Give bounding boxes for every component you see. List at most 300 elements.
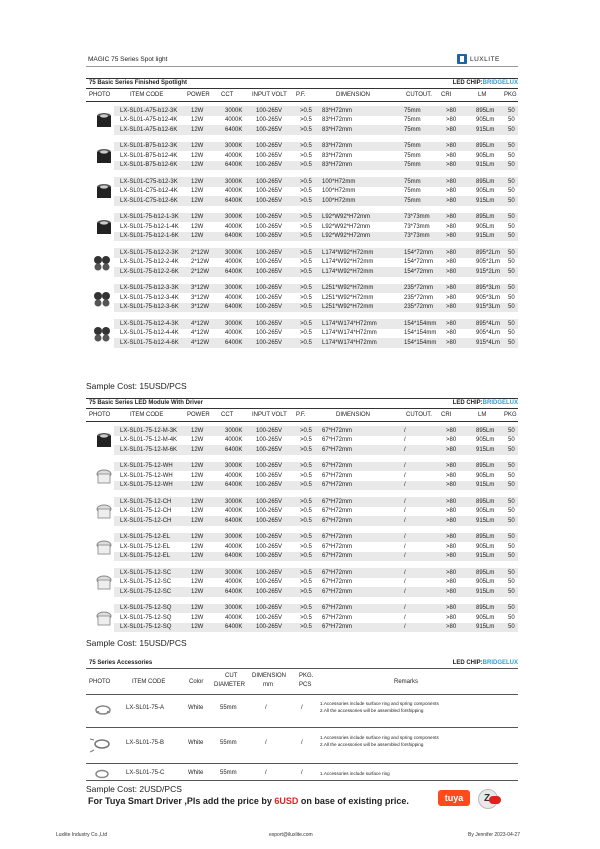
table-cell: 100-265V [256,437,283,443]
table-cell: 4000K [225,508,243,514]
table-cell: 83*H72mm [322,126,353,133]
table-cell: 3*12W [191,285,210,291]
item-code: LX-SL01-75-B [126,740,165,746]
table-cell: 12W [191,482,204,488]
product-photo-icon [92,430,116,450]
column-header-pkg: PKG [504,412,517,418]
table-cell: >0.5 [300,553,312,559]
table-cell: 100-265V [256,223,283,230]
table-cell: LX-SL01-75-12-CH [120,498,172,505]
table-cell: 50 [508,605,515,611]
table-cell: 3000K [225,249,243,256]
table-cell: 3000K [225,569,243,576]
column-header-pkg: PKG [504,92,517,98]
table-cell: LX-SL01-B75-b12-6K [120,162,178,168]
table-cell: LX-SL01-75-b12-2-4K [120,259,179,265]
table-row [114,481,518,491]
table-cell: 67*H72mm [322,472,353,479]
table-cell: 100-265V [256,249,283,256]
led-chip-label [453,660,518,666]
col-pkg-pcs: PCS [299,682,312,688]
table-cell: >0.5 [300,294,312,301]
product-photo [92,110,116,135]
table-cell: 12W [191,614,204,621]
table-cell: 100-265V [256,143,283,149]
table-cell: 12W [191,624,204,630]
product-group [86,177,518,206]
product-photo-icon [92,501,116,521]
table-row [114,213,518,223]
table-cell: 100-265V [256,294,283,301]
table-row [114,125,518,135]
table-cell: 12W [191,534,204,540]
table-row [114,161,518,171]
table-cell: 12W [191,446,204,453]
color: White [188,705,204,711]
table-cell: 67*H72mm [322,427,353,434]
table-cell: >80 [446,143,457,149]
table-cell: LX-SL01-75-12-SQ [120,624,172,630]
table-cell: 12W [191,569,204,576]
table-cell: LX-SL01-A75-b12-3K [120,107,178,114]
table-cell: LX-SL01-75-12-WH [120,482,173,488]
table-cell: >0.5 [300,330,312,336]
page-title: MAGIC 75 Series Spot light [88,56,168,63]
table-cell: 67*H72mm [322,605,353,611]
table-cell: 75mm [404,178,421,185]
table-cell: 83*H72mm [322,107,353,114]
table-cell: >0.5 [300,543,312,550]
table-cell: >80 [446,259,457,265]
table-cell: >80 [446,197,457,204]
table-cell: 67*H72mm [322,553,353,559]
divider [86,780,518,781]
footer-email: export@iluxlite.com [269,832,313,838]
table-cell: 83*H72mm [322,143,353,149]
table-row [114,507,518,517]
table-cell: 905Lm [476,543,495,550]
table-cell: 235*72mm [404,285,434,291]
table-cell: 905Lm [476,472,495,479]
table-row [114,106,518,116]
table-cell: 73*73mm [404,223,430,230]
table-cell: L92*W92*H72mm [322,214,371,220]
product-group [86,106,518,135]
table-cell: >0.5 [300,320,312,327]
table-cell: 12W [191,579,204,585]
column-header-cri: CRI [441,92,452,98]
table-cell: >0.5 [300,188,312,194]
table-cell: 100*H72mm [322,197,356,204]
table-row [114,222,518,232]
remark-2: 2.All the accessories will be assembled forshipping [320,742,424,747]
table-cell: LX-SL01-75-12-M-6K [120,446,178,453]
plain-ring-photo [94,768,110,780]
notice-text: For Tuya Smart Driver ,Pls add the price by [88,796,275,806]
table-cell: >0.5 [300,214,312,220]
table-cell: 895Lm [476,498,495,505]
table-cell: 100-265V [256,472,283,479]
table-cell: 67*H72mm [322,534,353,540]
table-cell: LX-SL01-75-b12-3-3K [120,285,179,291]
table-cell: >0.5 [300,339,312,346]
col-item-code: ITEM CODE [132,679,166,685]
column-header-cri: CRI [441,412,452,418]
table-row [114,426,518,436]
table-cell: >80 [446,117,457,123]
table-cell: 2*12W [191,249,210,256]
col-cut: CUT [225,673,238,679]
dimension: / [265,770,267,776]
surface-ring-photo [94,701,112,717]
product-group [86,142,518,171]
table-cell: 154*154mm [404,320,437,327]
table-cell: 50 [508,249,515,256]
product-photo [92,217,116,242]
table-cell: 895*3Lm [476,285,501,291]
table-cell: 100-265V [256,268,283,275]
table-cell: 67*H72mm [322,463,353,469]
table-cell: >80 [446,188,457,194]
table-cell: >0.5 [300,588,312,595]
table-cell: / [404,534,406,540]
table-cell: LX-SL01-B75-b12-4K [120,152,178,159]
table-cell: L174*W174*H72mm [322,330,377,336]
column-header-p-f: P.F. [296,412,306,418]
table-cell: 75mm [404,188,421,194]
table-cell: 6400K [225,268,243,275]
table-cell: 67*H72mm [322,482,353,488]
table-cell: 905Lm [476,117,495,123]
table-cell: >80 [446,223,457,230]
table-cell: L174*W92*H72mm [322,268,374,275]
table-row [114,613,518,623]
product-photo-icon [92,252,116,272]
table-cell: >80 [446,339,457,346]
section-accessories [86,659,518,668]
table-cell: 3*12W [191,294,210,301]
table-cell: / [404,446,406,453]
table-row [114,471,518,481]
table-cell: 100-265V [256,579,283,585]
table-row [114,516,518,526]
column-header-cutout: CUTOUT. [406,412,432,418]
table-cell: 3000K [225,178,243,185]
table-cell: 100-265V [256,543,283,550]
table-cell: >0.5 [300,437,312,443]
product-group [86,319,518,348]
table-cell: 6400K [225,588,243,595]
table-cell: 6400K [225,162,243,168]
accessory-row [86,697,518,725]
item-code: LX-SL01-75-A [126,705,165,711]
table-cell: / [404,579,406,585]
table-cell: 6400K [225,339,243,346]
col-photo: PHOTO [89,679,111,685]
table-cell: 905*3Lm [476,294,501,301]
table-row [114,267,518,277]
table-cell: 12W [191,126,204,133]
table-cell: 6400K [225,517,243,524]
led-chip-prefix: LED CHIP: [452,400,483,406]
cut-diameter: 55mm [220,705,237,711]
section-title: 75 Basic Series Finished Spotlight [89,80,188,86]
table-cell: 12W [191,437,204,443]
table-cell: LX-SL01-75-b12-2-6K [120,268,179,275]
product-photo-icon [92,181,116,201]
table-cell: 895Lm [476,569,495,576]
table-cell: LX-SL01-75-b12-4-6K [120,339,179,346]
table-cell: >0.5 [300,143,312,149]
table-cell: >0.5 [300,517,312,524]
product-group [86,462,518,491]
table-cell: LX-SL01-75-12-M-3K [120,427,178,434]
table-cell: 50 [508,162,515,168]
column-header-dimension: DIMENSION [336,92,371,98]
table-cell: >80 [446,214,457,220]
table-cell: 50 [508,197,515,204]
table-row [114,497,518,507]
table-row [114,319,518,329]
table-cell: 50 [508,320,515,327]
table-cell: LX-SL01-75-12-WH [120,472,173,479]
table-cell: 6400K [225,624,243,630]
table-cell: L174*W92*H72mm [322,259,374,265]
divider [86,763,518,764]
table-cell: >0.5 [300,498,312,505]
notice-price: 6USD [274,796,299,806]
table-cell: L174*W174*H72mm [322,339,377,346]
table-cell: L251*W92*H72mm [322,285,374,291]
divider [86,727,518,728]
product-photo [92,430,116,455]
table-cell: 12W [191,143,204,149]
table-cell: LX-SL01-75-12-EL [120,553,171,559]
table-cell: L251*W92*H72mm [322,304,374,310]
table-cell: 915Lm [476,233,495,239]
table-cell: 100-265V [256,508,283,514]
table-cell: 100-265V [256,117,283,123]
table-cell: LX-SL01-75-b12-1-3K [120,214,179,220]
color: White [188,770,204,776]
table-cell: 100-265V [256,339,283,346]
table-row [114,623,518,633]
pkg: / [301,740,303,746]
section-led-module [86,398,518,632]
table-cell: 905Lm [476,223,495,230]
table-cell: 3000K [225,605,243,611]
table-cell: >0.5 [300,605,312,611]
table-cell: >0.5 [300,569,312,576]
column-header-input-volt: INPUT VOLT [252,412,287,418]
column-header-cct: CCT [221,92,234,98]
table-cell: 154*72mm [404,268,434,275]
product-photo [92,501,116,526]
column-header-item-code: ITEM CODE [130,412,164,418]
column-header-photo: PHOTO [89,92,111,98]
table-cell: 154*154mm [404,339,437,346]
column-header-lm: LM [478,412,487,418]
table-cell: 100-265V [256,178,283,185]
table-cell: 50 [508,152,515,159]
table-cell: 73*73mm [404,233,430,239]
table-cell: >80 [446,569,457,576]
table-cell: >0.5 [300,268,312,275]
table-row [114,542,518,552]
table-cell: 50 [508,339,515,346]
remark-2: 2.All the accessories will be assembled forshipping [320,708,424,713]
table-cell: 100-265V [256,162,283,168]
table-cell: >0.5 [300,534,312,540]
table-cell: 915Lm [476,446,495,453]
table-cell: >0.5 [300,197,312,204]
section-header [86,398,518,408]
table-cell: 100-265V [256,259,283,265]
sample-cost: Sample Cost: 15USD/PCS [86,638,187,648]
table-cell: >0.5 [300,233,312,239]
table-cell: 50 [508,330,515,336]
table-cell: 50 [508,543,515,550]
cut-diameter: 55mm [220,740,237,746]
table-cell: 895*2Lm [476,249,501,256]
table-cell: 100-265V [256,188,283,194]
table-cell: LX-SL01-75-b12-4-4K [120,330,179,336]
table-row [114,248,518,258]
table-cell: 12W [191,188,204,194]
table-cell: 12W [191,588,204,595]
table-cell: 915*2Lm [476,268,501,275]
table-cell: LX-SL01-B75-b12-3K [120,143,178,149]
item-code: LX-SL01-75-C [126,770,165,776]
table-cell: >80 [446,553,457,559]
table-cell: 895Lm [476,427,495,434]
table-cell: 50 [508,446,515,453]
table-cell: L92*W92*H72mm [322,233,371,239]
logo-icon [457,54,467,64]
table-cell: 100-265V [256,569,283,576]
section-title: 75 Series Accessories [89,660,153,666]
table-cell: 100-265V [256,320,283,327]
col-remarks: Remarks [394,679,419,685]
table-cell: 4000K [225,117,243,123]
table-cell: / [404,498,406,505]
product-photo-icon [92,146,116,166]
product-photo-icon [92,572,116,592]
product-photo [92,146,116,171]
table-cell: 12W [191,233,204,239]
col-pkg: PKG. [299,673,314,679]
table-cell: LX-SL01-C75-b12-4K [120,188,178,194]
table-cell: >0.5 [300,162,312,168]
table-cell: / [404,427,406,434]
col-cut-diameter: DIAMETER [214,682,246,688]
section-header [86,78,518,88]
column-header-dimension: DIMENSION [336,412,371,418]
table-cell: 12W [191,543,204,550]
table-cell: 6400K [225,233,243,239]
table-row [114,329,518,339]
table-cell: 2*12W [191,268,210,275]
table-cell: 100-265V [256,534,283,540]
table-cell: 895Lm [476,178,495,185]
table-cell: 67*H72mm [322,517,353,524]
table-cell: 75mm [404,126,421,133]
table-cell: 50 [508,126,515,133]
table-cell: 3000K [225,320,243,327]
table-cell: 4000K [225,614,243,621]
table-cell: L174*W92*H72mm [322,249,374,256]
column-header-cutout: CUTOUT. [406,92,432,98]
table-cell: 83*H72mm [322,117,353,123]
accessories-column-header [86,671,518,693]
table-cell: 6400K [225,553,243,559]
table-cell: 100-265V [256,605,283,611]
table-cell: 100-265V [256,233,283,239]
divider [86,694,518,695]
table-cell: LX-SL01-75-b12-2-3K [120,249,179,256]
table-cell: 50 [508,472,515,479]
table-cell: 12W [191,162,204,168]
pkg: / [301,770,303,776]
table-cell: 915Lm [476,517,495,524]
table-cell: 50 [508,614,515,621]
table-cell: 67*H72mm [322,446,353,453]
tuya-notice [88,796,409,806]
table-cell: 50 [508,569,515,576]
table-cell: 4000K [225,579,243,585]
table-cell: LX-SL01-75-12-WH [120,463,173,469]
table-cell: 6400K [225,446,243,453]
table-cell: 50 [508,259,515,265]
table-cell: LX-SL01-75-12-CH [120,517,172,524]
table-cell: 50 [508,285,515,291]
product-photo [92,323,116,348]
table-cell: 905*4Lm [476,330,501,336]
table-cell: LX-SL01-75-12-SC [120,588,172,595]
table-row [114,177,518,187]
table-row [114,568,518,578]
table-cell: / [404,463,406,469]
table-row [114,462,518,472]
remark-1: 1.Accessories include surface ring and spring components [320,735,439,740]
table-cell: 12W [191,197,204,204]
table-cell: >0.5 [300,107,312,114]
table-row [114,151,518,161]
table-cell: >0.5 [300,304,312,310]
table-cell: >80 [446,517,457,524]
table-cell: 12W [191,463,204,469]
table-cell: 12W [191,117,204,123]
table-cell: >80 [446,482,457,488]
remark-1: 1.Accessories include surface ring and spring components [320,701,439,706]
table-cell: >80 [446,498,457,505]
table-cell: >0.5 [300,614,312,621]
table-cell: LX-SL01-C75-b12-3K [120,178,178,185]
table-cell: 50 [508,482,515,488]
table-cell: >80 [446,126,457,133]
sample-cost: Sample Cost: 2USD/PCS [86,784,182,794]
table-cell: 100-265V [256,498,283,505]
table-cell: 50 [508,508,515,514]
table-cell: >0.5 [300,249,312,256]
product-photo [92,181,116,206]
led-chip-label [453,80,518,86]
table-cell: >80 [446,579,457,585]
table-cell: >80 [446,624,457,630]
table-cell: 895Lm [476,143,495,149]
section-title: 75 Basic Series LED Module With Driver [89,400,203,406]
table-cell: 895Lm [476,214,495,220]
